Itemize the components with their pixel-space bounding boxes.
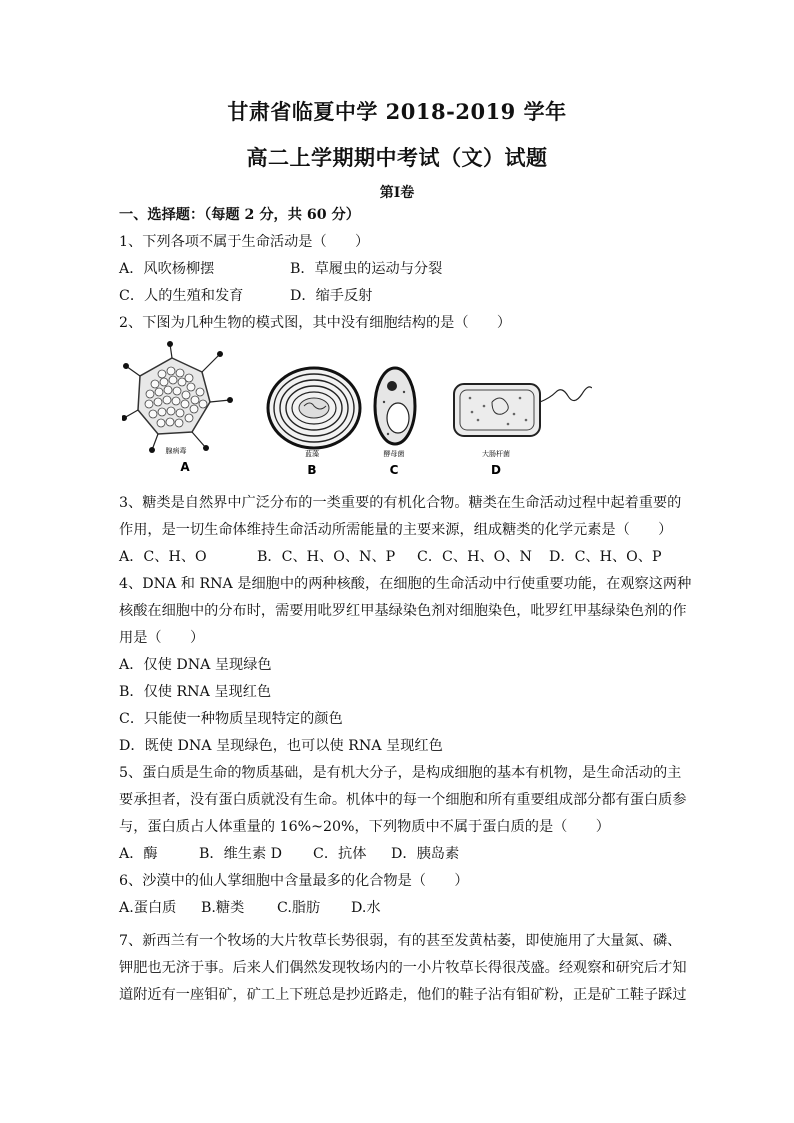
- question-2-stem: 2、下图为几种生物的模式图，其中没有细胞结构的是（ ）: [119, 315, 512, 331]
- option-a: A．风吹杨柳摆: [119, 261, 215, 277]
- caption-d: 大肠杆菌: [482, 450, 510, 458]
- option-c: C．抗体: [313, 846, 367, 862]
- option-b: B．C、H、O、N、P: [257, 549, 396, 565]
- label-b: B: [307, 463, 317, 477]
- option-c: C．人的生殖和发育: [119, 288, 244, 304]
- cyanobacteria-illustration: [268, 368, 360, 477]
- yeast-illustration: [375, 368, 415, 477]
- option-d: D．胰岛素: [391, 846, 460, 862]
- question-4-option-b: B．仅使 RNA 呈现红色: [119, 684, 272, 700]
- option-c: C.脂肪: [277, 900, 321, 916]
- option-b: B.糖类: [201, 900, 245, 916]
- question-6-stem: 6、沙漠中的仙人掌细胞中含量最多的化合物是（ ）: [119, 873, 469, 889]
- option-a: A．C、H、O: [119, 549, 207, 565]
- option-a: A.蛋白质: [119, 900, 177, 916]
- caption-b: 蓝藻: [305, 450, 319, 458]
- section-heading: 一、选择题：（每题 2 分，共 60 分）: [119, 207, 360, 223]
- option-b: B．维生素 D: [199, 846, 283, 862]
- caption-c: 酵母菌: [383, 450, 405, 458]
- exam-title-line1: 甘肃省临夏中学 2018-2019 学年: [227, 99, 567, 124]
- option-c: C．C、H、O、N: [417, 549, 532, 565]
- question-5-options: [119, 844, 459, 864]
- question-4-stem-line2: 核酸在细胞中的分布时，需要用吡罗红甲基绿染色剂对细胞染色，吡罗红甲基绿染色剂的作: [119, 603, 687, 619]
- adenovirus-illustration: [122, 341, 233, 474]
- cell-diagram-figure: [122, 340, 592, 480]
- question-4-option-a: A．仅使 DNA 呈现绿色: [119, 657, 272, 673]
- cell-diagram-svg: [122, 340, 592, 480]
- label-c: C: [389, 463, 399, 477]
- question-3-stem-line1: 3、糖类是自然界中广泛分布的一类重要的有机化合物。糖类在生命活动过程中起着重要的: [119, 495, 682, 511]
- question-5-stem-line1: 5、蛋白质是生命的物质基础，是有机大分子，是构成细胞的基本有机物，是生命活动的主: [119, 765, 682, 781]
- question-4-stem-line1: 4、DNA 和 RNA 是细胞中的两种核酸，在细胞的生命活动中行使重要功能，在观察这两种: [119, 576, 692, 592]
- question-4-option-d: D．既使 DNA 呈现绿色，也可以使 RNA 呈现红色: [119, 738, 443, 754]
- volume-label: 第Ⅰ卷: [379, 185, 415, 201]
- question-4-option-c: C．只能使一种物质呈现特定的颜色: [119, 711, 343, 727]
- caption-a: 腺病毒: [165, 447, 187, 455]
- question-5-stem-line2: 要承担者，没有蛋白质就没有生命。机体中的每一个细胞和所有重要组成部分都有蛋白质参: [119, 792, 687, 808]
- question-3-stem-line2: 作用，是一切生命体维持生命活动所需能量的主要来源，组成糖类的化学元素是（ ）: [119, 522, 673, 538]
- option-b: B．草履虫的运动与分裂: [290, 261, 443, 277]
- label-a: A: [180, 460, 190, 474]
- exam-title-line2: 高二上学期期中考试（文）试题: [246, 145, 548, 170]
- question-1-options-row2: [119, 286, 372, 306]
- question-1-stem: 1、下列各项不属于生命活动是（ ）: [119, 234, 370, 250]
- question-4-stem-line3: 用是（ ）: [119, 630, 205, 646]
- question-7-stem-line1: 7、新西兰有一个牧场的大片牧草长势很弱，有的甚至发黄枯萎，即使施用了大量氮、磷、: [119, 933, 682, 949]
- e-coli-illustration: [454, 384, 592, 477]
- question-7-stem-line3: 道附近有一座钼矿，矿工上下班总是抄近路走，他们的鞋子沾有钼矿粉，正是矿工鞋子踩过: [119, 987, 687, 1003]
- option-d: D．C、H、O、P: [549, 549, 662, 565]
- question-1-options-row1: [119, 259, 442, 279]
- question-7-stem-line2: 钾肥也无济于事。后来人们偶然发现牧场内的一小片牧草长得很茂盛。经观察和研究后才知: [119, 960, 687, 976]
- question-3-options: [119, 547, 662, 567]
- label-d: D: [491, 463, 501, 477]
- option-d: D．缩手反射: [290, 288, 373, 304]
- question-6-options: [119, 898, 381, 918]
- question-5-stem-line3: 与，蛋白质占人体重量的 16%~20%，下列物质中不属于蛋白质的是（ ）: [119, 819, 610, 835]
- option-d: D.水: [351, 900, 381, 916]
- option-a: A．酶: [119, 846, 158, 862]
